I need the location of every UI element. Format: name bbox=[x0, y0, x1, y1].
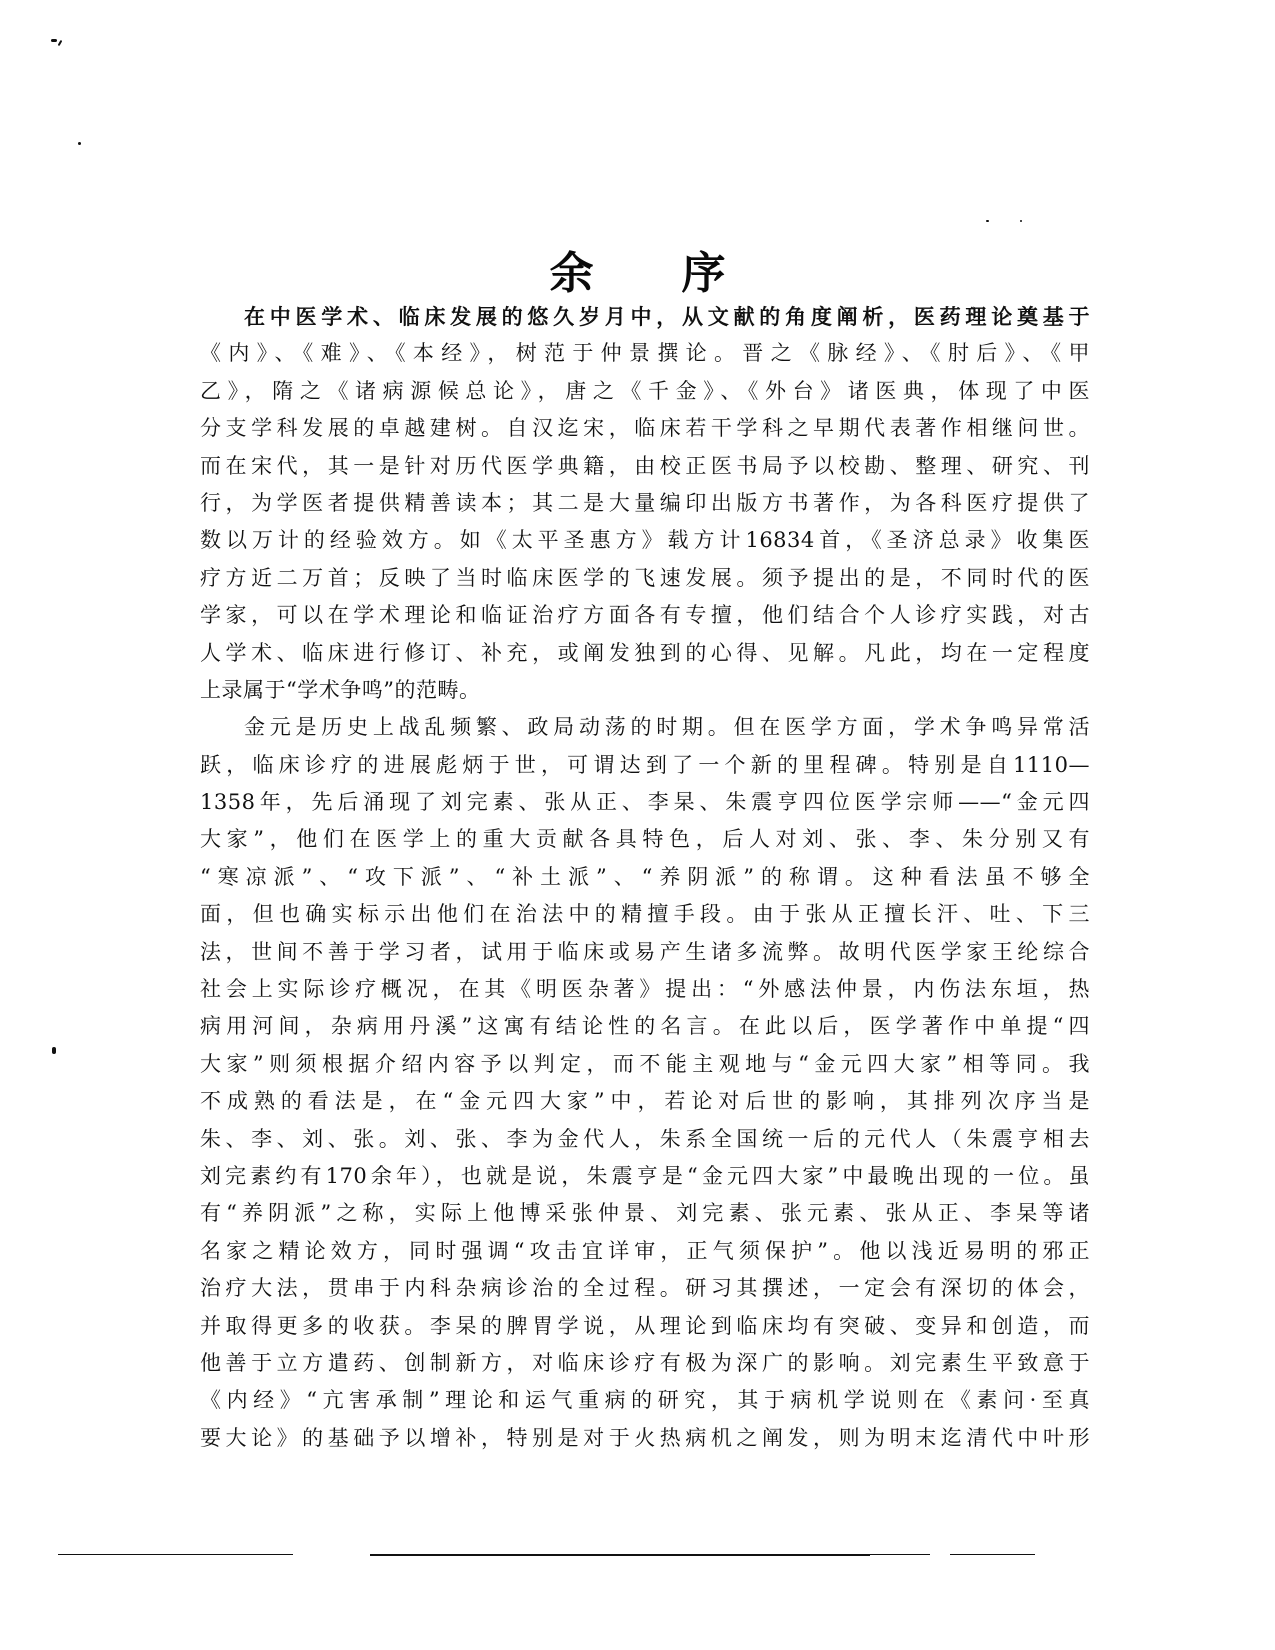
text-line: 疗方近二万首；反映了当时临床医学的飞速发展。须予提出的是，不同时代的医 bbox=[200, 565, 1090, 590]
text-line: 法，世间不善于学习者，试用于临床或易产生诸多流弊。故明代医学家王纶综合 bbox=[200, 939, 1090, 964]
text-line: 人学术、临床进行修订、补充，或阐发独到的心得、见解。凡此，均在一定程度 bbox=[200, 640, 1090, 665]
text-line: 金元是历史上战乱频繁、政局动荡的时期。但在医学方面，学术争鸣异常活 bbox=[244, 715, 1090, 740]
text-line: 大家”则须根据介绍内容予以判定，而不能主观地与“金元四大家”相等同。我 bbox=[200, 1051, 1090, 1076]
text-line: 《内》、《难》、《本经》，树范于仲景撰论。晋之《脉经》、《肘后》、《甲 bbox=[200, 341, 1090, 366]
text-line: 不成熟的看法是，在“金元四大家”中，若论对后世的影响，其排列次序当是 bbox=[200, 1089, 1090, 1114]
text-line: 数以万计的经验效方。如《太平圣惠方》载方计16834首，《圣济总录》收集医 bbox=[200, 528, 1090, 553]
body-text bbox=[200, 298, 1090, 1457]
bottom-rule-far-right bbox=[950, 1554, 1035, 1555]
text-line: 名家之精论效方，同时强调“攻击宜详审，正气须保护”。他以浅近易明的邪正 bbox=[200, 1238, 1090, 1263]
text-line: 大家”，他们在医学上的重大贡献各具特色，后人对刘、张、李、朱分别又有 bbox=[200, 827, 1090, 852]
text-line: 刘完素约有170余年），也就是说，朱震亨是“金元四大家”中最晚出现的一位。虽 bbox=[200, 1163, 1090, 1188]
scan-speck bbox=[78, 142, 81, 145]
text-line: 要大论》的基础予以增补，特别是对于火热病机之阐发，则为明末迄清代中叶形 bbox=[200, 1425, 1090, 1450]
text-line: 《内经》“亢害承制”理论和运气重病的研究，其于病机学说则在《素问·至真 bbox=[200, 1388, 1090, 1413]
scan-speck bbox=[986, 220, 989, 222]
text-line: 上录属于“学术争鸣”的范畴。 bbox=[200, 677, 481, 702]
scan-speck bbox=[51, 39, 57, 42]
scan-speck bbox=[1020, 220, 1022, 222]
scan-speck bbox=[52, 1047, 56, 1054]
text-line: 有“养阴派”之称，实际上他博采张仲景、刘完素、张元素、张从正、李杲等诸 bbox=[200, 1201, 1090, 1226]
text-line: 乙》，隋之《诸病源候总论》，唐之《千金》、《外台》诸医典，体现了中医 bbox=[200, 378, 1090, 403]
text-line: 治疗大法，贯串于内科杂病诊治的全过程。研习其撰述，一定会有深切的体会， bbox=[200, 1276, 1090, 1301]
paragraph-1 bbox=[200, 298, 1090, 709]
scan-speck bbox=[58, 40, 63, 46]
text-line: 而在宋代，其一是针对历代医学典籍，由校正医书局予以校勘、整理、研究、刊 bbox=[200, 453, 1090, 478]
paragraph-2 bbox=[200, 709, 1090, 1457]
text-line: 1358年，先后涌现了刘完素、张从正、李杲、朱震亨四位医学宗师——“金元四 bbox=[200, 790, 1090, 815]
text-line: 社会上实际诊疗概况，在其《明医杂著》提出：“外感法仲景，内伤法东垣，热 bbox=[200, 977, 1090, 1002]
text-line: 朱、李、刘、张。刘、张、李为金代人，朱系全国统一后的元代人（朱震亨相去 bbox=[200, 1126, 1090, 1151]
text-line: 学家，可以在学术理论和临证治疗方面各有专擅，他们结合个人诊疗实践，对古 bbox=[200, 603, 1090, 628]
page-title: 余序 bbox=[549, 248, 814, 300]
text-line: 病用河间，杂病用丹溪”这寓有结论性的名言。在此以后，医学著作中单提“四 bbox=[200, 1014, 1090, 1039]
bottom-rule-right bbox=[870, 1554, 930, 1555]
text-line: 他善于立方遣药、创制新方，对临床诊疗有极为深广的影响。刘完素生平致意于 bbox=[200, 1350, 1090, 1375]
text-line: “寒凉派”、“攻下派”、“补土派”、“养阴派”的称谓。这种看法虽不够全 bbox=[200, 864, 1090, 889]
text-line: 分支学科发展的卓越建树。自汉迄宋，临床若干学科之早期代表著作相继问世。 bbox=[200, 416, 1090, 441]
text-line: 在中医学术、临床发展的悠久岁月中，从文献的角度阐析，医药理论奠基于 bbox=[244, 304, 1090, 329]
text-line: 面，但也确实标示出他们在治法中的精擅手段。由于张从正擅长汗、吐、下三 bbox=[200, 902, 1090, 927]
text-line: 行，为学医者提供精善读本；其二是大量编印出版方书著作，为各科医疗提供了 bbox=[200, 490, 1090, 515]
bottom-rule-center bbox=[370, 1554, 870, 1556]
text-line: 并取得更多的收获。李杲的脾胃学说，从理论到临床均有突破、变异和创造，而 bbox=[200, 1313, 1090, 1338]
text-line: 跃，临床诊疗的进展彪炳于世，可谓达到了一个新的里程碑。特别是自1110— bbox=[200, 752, 1090, 777]
bottom-rule-left bbox=[58, 1554, 293, 1555]
